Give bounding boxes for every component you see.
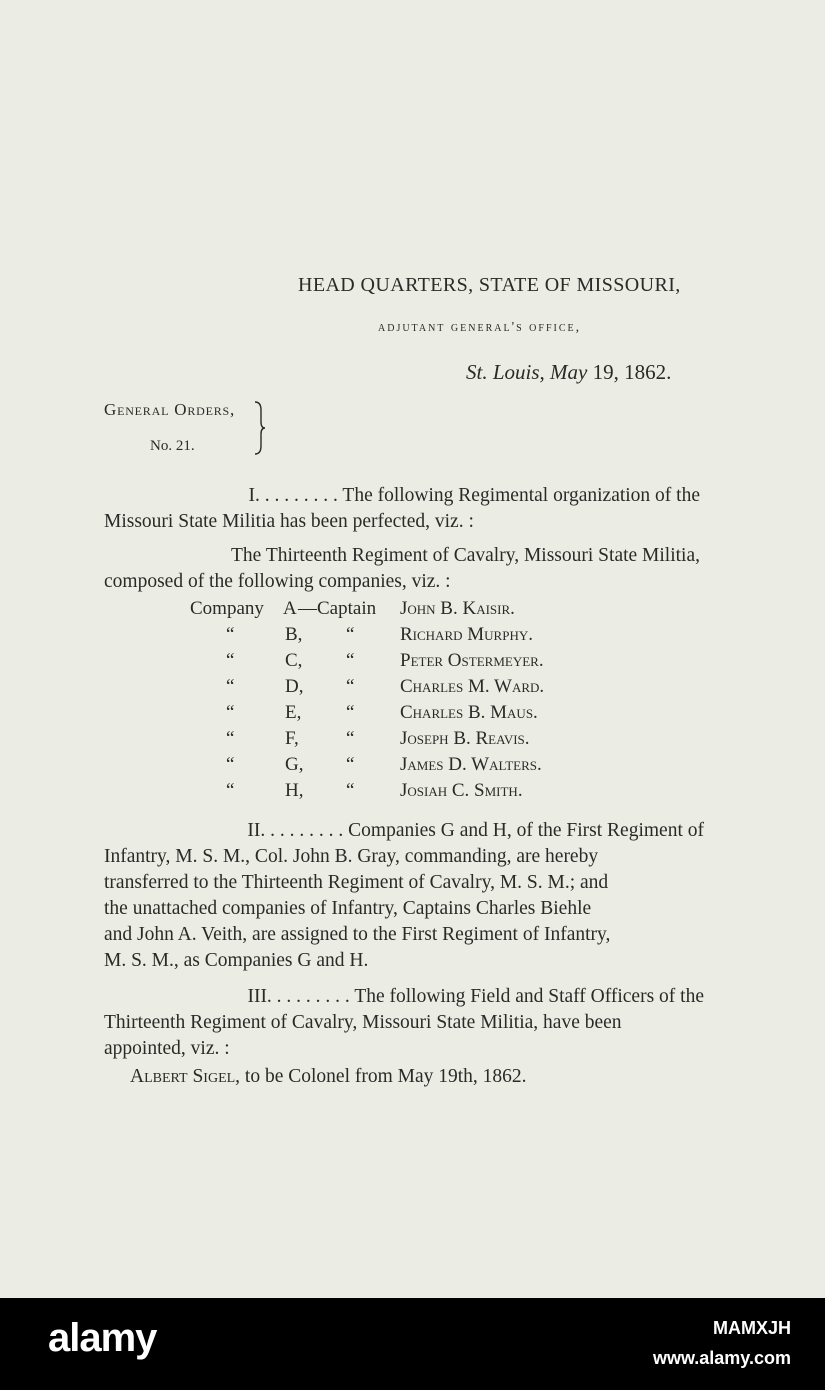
company-prefix: “	[226, 702, 235, 723]
p2-line2: composed of the following companies, viz. :	[104, 571, 451, 592]
company-letter: D,	[285, 676, 304, 697]
header-line: HEAD QUARTERS, STATE OF MISSOURI,	[298, 274, 681, 296]
company-prefix: “	[226, 728, 235, 749]
company-letter: H,	[285, 780, 304, 801]
date-rest: 19, 1862.	[592, 360, 672, 384]
orders-number: No. 21.	[150, 438, 195, 454]
company-letter: E,	[285, 702, 302, 723]
company-captain: Josiah C. Smith.	[400, 780, 523, 801]
company-captain: Richard Murphy.	[400, 624, 533, 645]
p3-line2: Infantry, M. S. M., Col. John B. Gray, commanding, are hereby	[104, 846, 599, 867]
paragraph-2	[104, 543, 700, 595]
company-title: “	[346, 650, 355, 671]
p4-line3: appointed, viz. :	[104, 1038, 230, 1059]
site-url: www.alamy.com	[652, 1348, 791, 1368]
date-month: May	[550, 360, 588, 384]
brace-icon	[252, 400, 266, 456]
company-title: —Captain	[298, 598, 377, 619]
office-line: adjutant general's office,	[378, 320, 582, 335]
orders-label: General Orders,	[104, 400, 236, 419]
p4-line1: III. . . . . . . . . The following Field and Staff Officers of the	[247, 986, 704, 1007]
company-prefix: “	[226, 780, 235, 801]
officer-name: Albert Sigel,	[130, 1066, 241, 1087]
company-prefix: “	[226, 754, 235, 775]
company-captain: Joseph B. Reavis.	[400, 728, 530, 749]
company-letter: C,	[285, 650, 303, 671]
p1-line1: I. . . . . . . . . The following Regimental organization of the	[248, 485, 700, 506]
company-letter: G,	[285, 754, 304, 775]
company-captain: Peter Ostermeyer.	[400, 650, 544, 671]
image-code: MAMXJH	[712, 1318, 791, 1338]
company-prefix: “	[226, 676, 235, 697]
company-prefix: “	[226, 624, 235, 645]
stock-footer	[0, 1298, 825, 1390]
officer-appointment: to be Colonel from May 19th, 1862.	[244, 1066, 527, 1087]
paragraph-3	[104, 818, 704, 974]
paragraph-4	[104, 984, 704, 1062]
company-prefix: Company	[190, 598, 264, 619]
p1-line2: Missouri State Militia has been perfected, viz. :	[104, 511, 474, 532]
company-captain: James D. Walters.	[400, 754, 542, 775]
p3-line6: M. S. M., as Companies G and H.	[104, 950, 369, 971]
alamy-logo: alamy	[48, 1316, 157, 1360]
p2-line1: The Thirteenth Regiment of Cavalry, Missouri State Militia,	[231, 545, 700, 566]
company-title: “	[346, 728, 355, 749]
company-title: “	[346, 754, 355, 775]
p3-line4: the unattached companies of Infantry, Captains Charles Biehle	[104, 898, 592, 919]
company-title: “	[346, 676, 355, 697]
p3-line5: and John A. Veith, are assigned to the First Regiment of Infantry,	[104, 924, 611, 945]
company-title: “	[346, 702, 355, 723]
company-title: “	[346, 624, 355, 645]
paragraph-1	[104, 483, 700, 535]
paragraph-5	[130, 1064, 690, 1090]
p3-line3: transferred to the Thirteenth Regiment of Cavalry, M. S. M.; and	[104, 872, 609, 893]
company-prefix: “	[226, 650, 235, 671]
company-letter: F,	[285, 728, 299, 749]
company-title: “	[346, 780, 355, 801]
date-line	[466, 360, 671, 385]
date-place: St. Louis,	[466, 360, 545, 384]
company-captain: John B. Kaisir.	[400, 598, 515, 619]
company-captain: Charles M. Ward.	[400, 676, 545, 697]
company-captain: Charles B. Maus.	[400, 702, 538, 723]
p4-line2: Thirteenth Regiment of Cavalry, Missouri State Militia, have been	[104, 1012, 622, 1033]
p3-line1: II. . . . . . . . . Companies G and H, of the First Regiment of	[247, 820, 704, 841]
company-letter: B,	[285, 624, 303, 645]
company-letter: A	[283, 598, 297, 619]
